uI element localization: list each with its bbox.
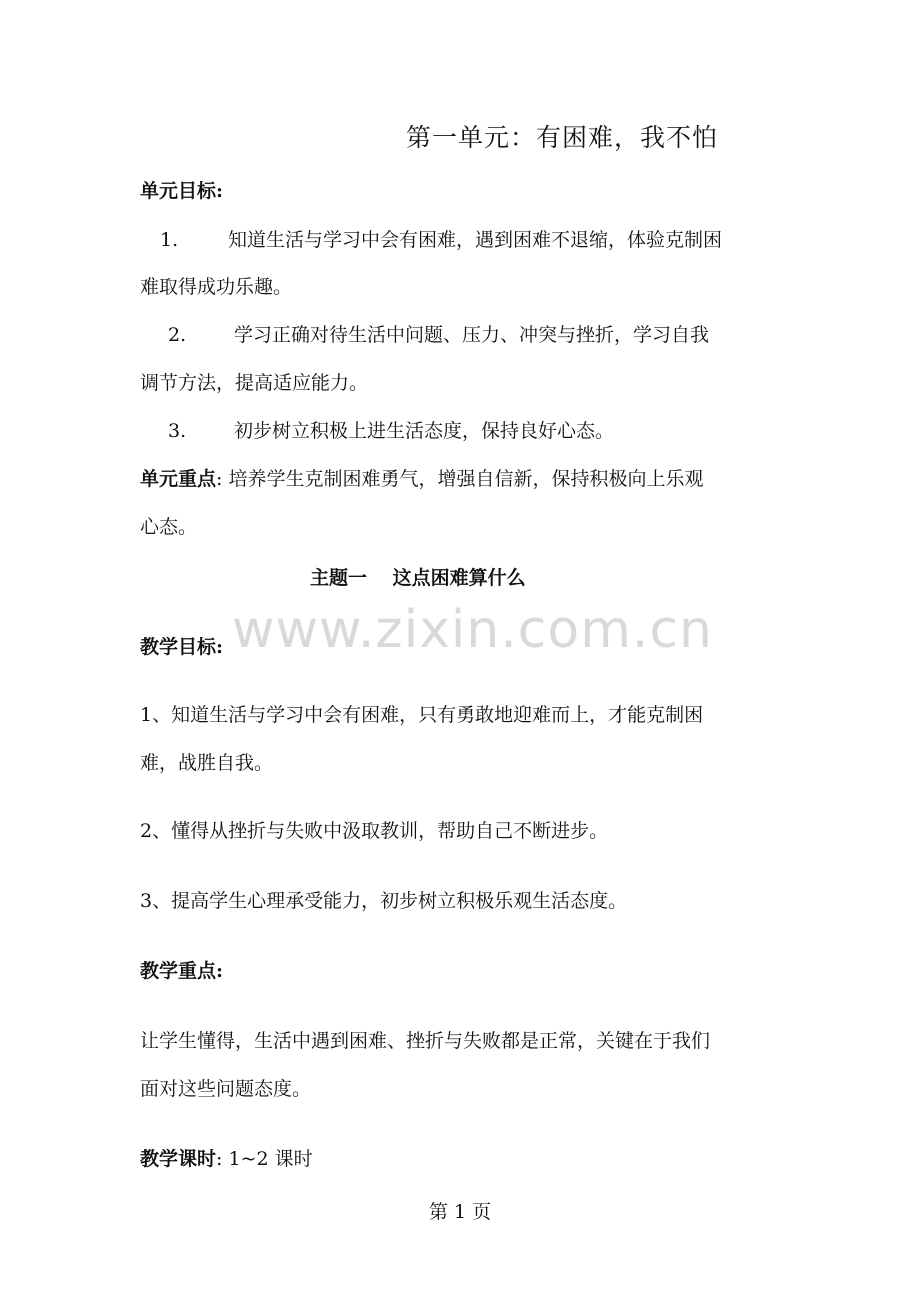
unit-focus-label: 单元重点 [140,468,217,490]
teaching-hours [140,1144,313,1171]
teaching-hours-value: : 1~2 课时 [216,1148,313,1170]
teaching-goal-3: 3、提高学生心理承受能力，初步树立积极乐观生活态度。 [140,890,628,912]
unit-focus-continued: 心态。 [140,516,198,538]
page-number-footer: 第 1 页 [428,1201,492,1223]
unit-goals-heading: 单元目标: [140,180,224,202]
teaching-goal-1-continued: 难，战胜自我。 [140,752,274,774]
goal-2 [168,320,709,347]
teaching-goal-2: 2、懂得从挫折与失败中汲取教训，帮助自己不断进步。 [140,820,609,842]
goal-2-text: 学习正确对待生活中问题、压力、冲突与挫折，学习自我 [234,324,710,346]
goal-3-number: 3. [168,420,187,442]
theme-heading: 主题一 这点困难算什么 [310,567,526,589]
unit-title: 第一单元：有困难，我不怕 [406,123,719,152]
goal-2-continued: 调节方法，提高适应能力。 [140,372,369,394]
teaching-hours-label: 教学课时 [140,1148,217,1170]
goal-1-text: 知道生活与学习中会有困难，遇到困难不退缩，体验克制困 [228,229,723,251]
goal-3 [168,416,614,443]
teaching-focus-text: 让学生懂得，生活中遇到困难、挫折与失败都是正常，关键在于我们 [140,1030,711,1052]
teaching-focus-text-continued: 面对这些问题态度。 [140,1078,312,1100]
teaching-focus-heading: 教学重点: [140,960,224,982]
goal-3-text: 初步树立积极上进生活态度，保持良好心态。 [234,420,615,442]
unit-focus-text: : 培养学生克制困难勇气，增强自信新，保持积极向上乐观 [216,468,704,490]
goal-2-number: 2. [168,324,187,346]
goal-1-continued: 难取得成功乐趣。 [140,276,293,298]
goal-1-number: 1. [160,229,179,251]
teaching-goals-heading: 教学目标: [140,636,224,658]
unit-focus [140,464,703,491]
goal-1 [160,225,722,252]
watermark: www.zixin.com.cn [232,600,713,660]
teaching-goal-1: 1、知道生活与学习中会有困难，只有勇敢地迎难而上，才能克制困 [140,704,704,726]
